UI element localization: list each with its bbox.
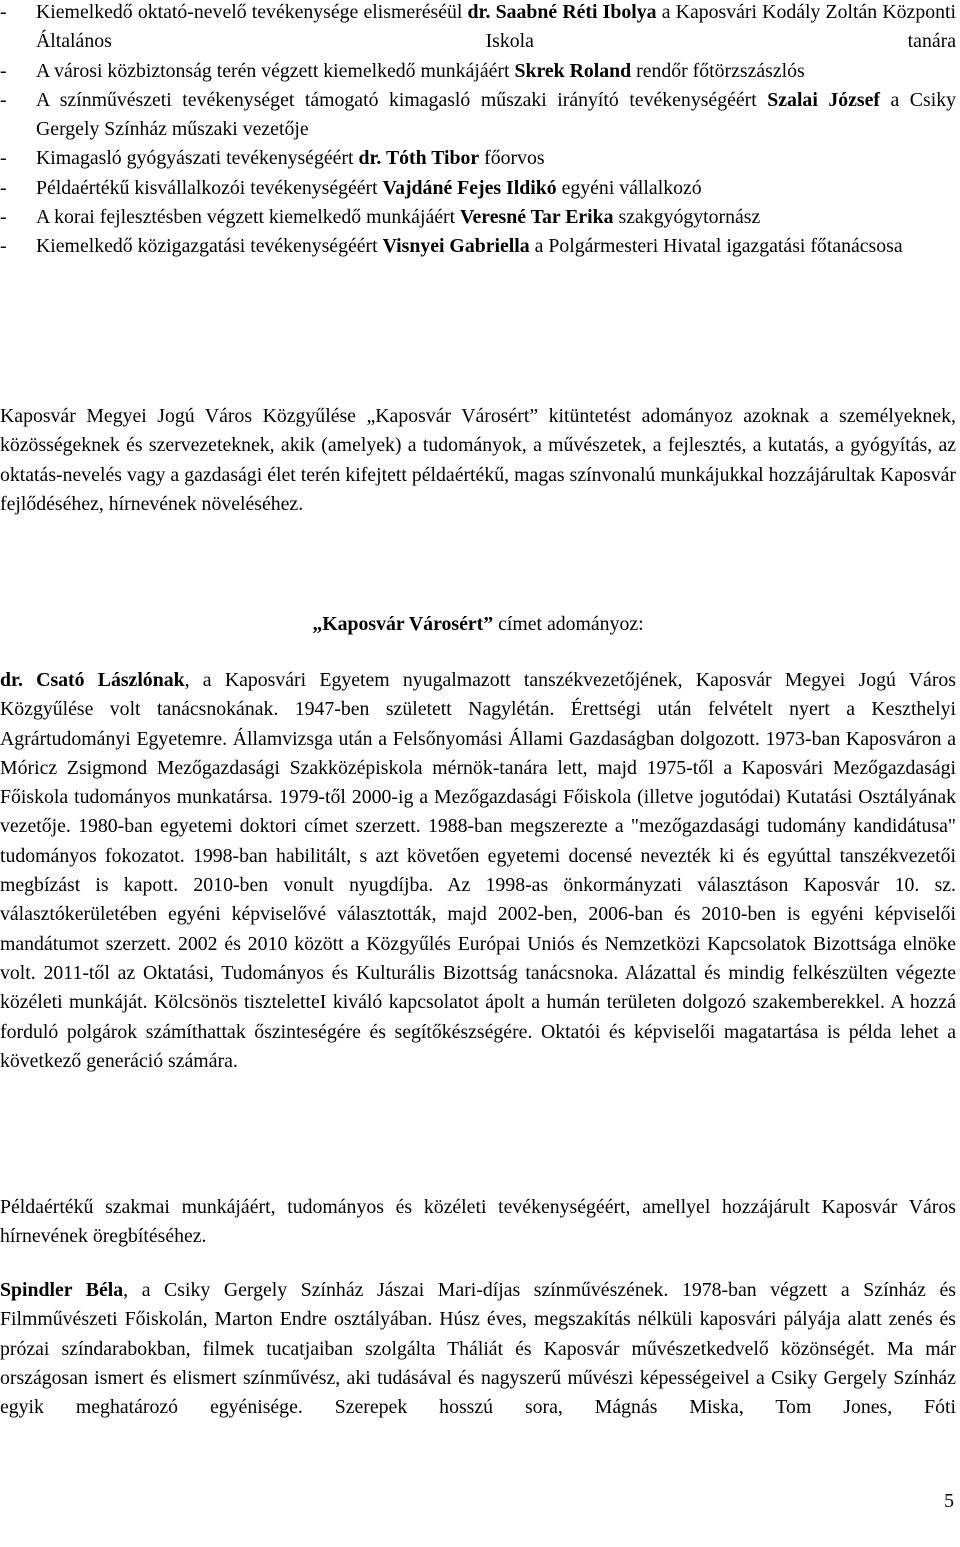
list-item [0, 57, 956, 86]
list-dash: - [0, 147, 7, 170]
list-item-text: A korai fejlesztésben végzett kiemelkedő munkájáért Veresné Tar Erika szakgyógytornász [36, 206, 761, 229]
list-dash: - [0, 235, 7, 258]
intro-paragraph: Kaposvár Megyei Jogú Város Közgyűlése „Kaposvár Városért” kitüntetést adományoz azoknak a személyeknek, közösségeknek és szervezeteknek, akik (amelyek) a tudományok, a művészetek, a fejlesztés, a kutatás, a gyógyítás, az oktatás-nevelés vagy a gazdasági élet terén kifejtett példaértékű, magas színvonalú munkájukkal hozzájárultak Kaposvár fejlődéséhez, hírnevének növeléséhez. [0, 405, 956, 515]
list-item [0, 203, 956, 232]
csato-name: dr. Csató Lászlónak [0, 669, 185, 691]
award-heading [0, 610, 956, 639]
list-item-text: Kimagasló gyógyászati tevékenységéért dr. Tóth Tibor főorvos [36, 147, 545, 170]
spindler-name: Spindler Béla [0, 1279, 124, 1301]
page-number: 5 [944, 1490, 954, 1512]
award-heading-title: „Kaposvár Városért” [312, 613, 494, 635]
list-dash: - [0, 88, 7, 111]
list-item [0, 232, 956, 261]
list-item-text: A színművészeti tevékenységet támogató kimagasló műszaki irányító tevékenységéért Szalai József a Csiky Gergely Színház műszaki vezetője [36, 88, 956, 141]
list-item-text: Kiemelkedő oktató-nevelő tevékenysége elismeréséül dr. Saabné Réti Ibolya a Kaposvári Kodály Zoltán Központi Általános Iskola tanára [36, 1, 956, 53]
list-dash: - [0, 59, 7, 82]
award-heading-rest: címet adományoz: [493, 613, 644, 635]
csato-paragraph [0, 666, 956, 1076]
list-item [0, 86, 956, 145]
spindler-text: , a Csiky Gergely Színház Jászai Mari-díjas színművészének. 1978-ban végzett a Színház és Filmművészeti Főiskolán, Marton Endre osztályában. Húsz éves, megszakítás nélküli kaposvári pályája alatt zenés és prózai színdarabokban, filmek tucatjaiban szolgálta Tháliát és Kaposvár művészetkedvelő közönségét. Ma már országosan ismert és elismert színművész, aki tudásával és nagyszerű művészi képességeivel a Csiky Gergely Színház egyik meghatározó egyénisége. Szerepek hosszú sora, Mágnás Miska, Tom Jones, Fóti [0, 1279, 956, 1419]
csato-text: , a Kaposvári Egyetem nyugalmazott tanszékvezetőjének, Kaposvár Megyei Jogú Város Közgyűlése volt tanácsnokának. 1947-ben született Nagylétán. Érettségi után felvételt nyert a Keszthelyi Agrártudományi Egyetemre. Államvizsga után a Felsőnyomási Állami Gazdaságban dolgozott. 1973-ban Kaposváron a Móricz Zsigmond Mezőgazdasági Szakközépiskola mérnök-tanára lett, majd 1975-től a Kaposvári Mezőgazdasági Főiskola tudományos munkatársa. 1979-től 2000-ig a Mezőgazdasági Főiskola (illetve jogutódai) Kutatási Osztályának vezetője. 1980-ban egyetemi doktori címet szerzett. 1988-ban megszerezte a "mezőgazdasági tudomány kandidátusa" tudományos fokozatot. 1998-ban habilitált, s azt követően egyetemi docensé nevezték ki és egyúttal tanszékvezetői megbízást is kapott. 2010-ben vonult nyugdíjba. Az 1998-as önkormányzati választáson Kaposvár 10. sz. választókerületében egyéni képviselővé választották, majd 2002-ben, 2006-ban és 2010-ben is egyéni képviselői mandátumot szerzett. 2002 és 2010 között a Közgyűlés Európai Uniós és Nemzetközi Kapcsolatok Bizottsága elnöke volt. 2011-től az Oktatási, Tudományos és Kulturális Bizottság tanácsnoka. Alázattal és mindig felkészülten végezte közéleti munkáját. Kölcsönös tiszteletteI kiváló kapcsolatot ápolt a humán területen dolgozó szakemberekkel. A hozzá forduló polgárok számíthattak őszinteségére és segítőkészségére. Oktatói és képviselői magatartása is példa lehet a következő generáció számára. [0, 669, 957, 1072]
list-item-text: Kiemelkedő közigazgatási tevékenységéért Visnyei Gabriella a Polgármesteri Hivatal igazgatási főtanácsosa [36, 235, 903, 258]
award-list [0, 0, 956, 262]
list-item [0, 174, 956, 203]
list-dash: - [0, 206, 7, 229]
list-dash: - [0, 176, 7, 199]
list-dash: - [0, 1, 7, 23]
spindler-paragraph [0, 1276, 956, 1422]
csato-closing: Példaértékű szakmai munkájáért, tudományos és közéleti tevékenységéért, amellyel hozzájárult Kaposvár Város hírnevének öregbítéséhez. [0, 1196, 956, 1248]
list-item-text: Példaértékű kisvállalkozói tevékenységéért Vajdáné Fejes Ildikó egyéni vállalkozó [36, 176, 702, 199]
list-item [0, 0, 956, 57]
list-item-text: A városi közbiztonság terén végzett kiemelkedő munkájáért Skrek Roland rendőr főtörzszászlós [36, 59, 805, 82]
list-item [0, 144, 956, 173]
